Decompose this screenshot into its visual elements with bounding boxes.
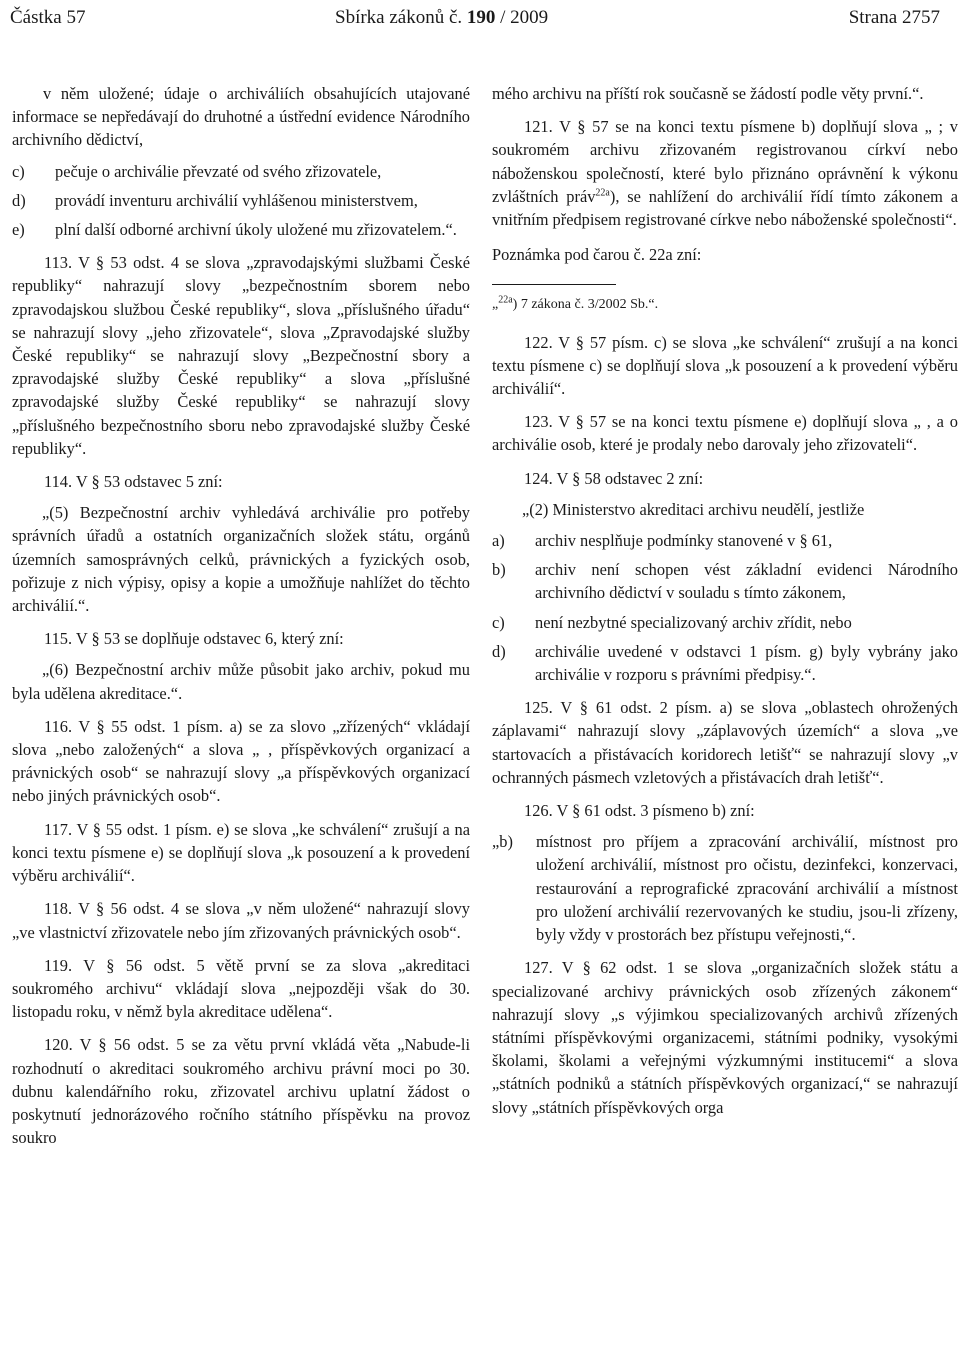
item-text: archiv nesplňuje podmínky stanovené v § 61,	[535, 531, 833, 551]
item-text: plní další odborné archivní úkoly uložené mu zřizovatelem.“.	[55, 220, 457, 240]
paragraph-113: 113. V § 53 odst. 4 se slova „zpravodajskými službami České republiky“ nahrazují slovy „bezpečnostním sborem nebo zpravodajskou službou České republiky“, slova „příslušného úřadu“ se nahrazují slovy „jeho zřizovatele“, slova „Zpravodajské služby České republiky“ se nahrazují slovy „Bezpečnostní sbory a zpravodajské služby České republiky“ a slova „příslušné zpravodajské služby České republiky“ se nahrazují slovy „příslušného bezpečnostního sboru nebo zpravodajské služby České republiky“.	[12, 253, 470, 458]
list-item-a	[492, 529, 958, 552]
footnote-text: ) 7 zákona č. 3/2002 Sb.“.	[512, 297, 659, 313]
left-column	[12, 82, 470, 1157]
item-text: archiválie uvedené v odstavci 1 písm. g) byly vybrány jako archiválie v rozporu s právními předpisy.“.	[535, 641, 958, 685]
footnote-mark: 22a	[498, 294, 513, 306]
list-item-d	[12, 189, 470, 212]
list-item-e	[12, 218, 470, 241]
item-label: e)	[12, 220, 25, 240]
p121-text-a: 121. V § 57 se na konci textu písmene b) doplňují slova „ ; v soukromém archivu zřizovaném registrovanou církví nebo náboženskou společností, které bylo přiznáno oprávnění k výkonu zvláštních práv	[492, 117, 958, 206]
item-label: a)	[492, 531, 505, 551]
item-label: d)	[492, 641, 506, 661]
footnote-divider	[492, 284, 616, 285]
item-label: „b)	[492, 832, 513, 852]
list-item-c	[492, 611, 958, 634]
list-item-b	[492, 558, 958, 604]
list-item-c	[12, 160, 470, 183]
list-item-b-new	[492, 830, 958, 946]
collection-label: Sbírka zákonů č.	[335, 7, 467, 28]
paragraph-124-intro: „(2) Ministerstvo akreditaci archivu neudělí, jestliže	[522, 499, 865, 519]
paragraph-115-text: „(6) Bezpečnostní archiv může působit jako archiv, pokud mu byla udělena akreditace.“.	[12, 660, 470, 703]
paragraph-126: 126. V § 61 odst. 3 písmeno b) zní:	[524, 801, 755, 821]
paragraph-122: 122. V § 57 písm. c) se slova „ke schválení“ zrušují a na konci textu písmene c) se doplňují slova „k posouzení a k provedení výběru archiválií“.	[492, 332, 958, 399]
item-text: místnost pro příjem a zpracování archiválií, místnost pro uložení archiválií, místnost pro očistu, dezinfekci, konzervaci, restaurování a reprografické zpracování archiválií a místnost pro uložení archiválií rezervovaných ke studiu, jsou-li zřízeny, byly vždy v prostorách bez přístupu veřejnosti,“.	[536, 832, 958, 945]
footnote-heading: Poznámka pod čarou č. 22a zní:	[492, 245, 702, 265]
paragraph-114-text: „(5) Bezpečnostní archiv vyhledává archiválie pro potřeby správních úřadů a ostatních organizačních složek státu, orgánů územních samosprávných celků, právnických a fyzických osob, pořizuje z nich výpisy, opisy a kopie a umožňuje nahlížet do těchto archiválií.“.	[12, 503, 470, 616]
law-year: / 2009	[495, 7, 549, 28]
item-text: archiv není schopen vést základní evidenci Národního archivního dědictví v souladu s tímto zákonem,	[535, 560, 958, 603]
item-text: není nezbytné specializovaný archiv zřídit, nebo	[535, 612, 852, 632]
paragraph-119: 119. V § 56 odst. 5 větě první se za slova „akreditaci soukromého archivu“ vkládají slova „nejpozději však do 30. listopadu roku, v němž byla akreditace udělena“.	[12, 955, 470, 1022]
continued-paragraph: v něm uložené; údaje o archiváliích obsahujících utajované informace se nepředávají do druhotné a ústřední evidence Národního archivního dědictví,	[12, 84, 470, 150]
item-label: c)	[12, 161, 25, 181]
collection-title	[335, 4, 548, 32]
page-header	[10, 4, 940, 32]
footnote-open-quote: „	[492, 297, 499, 313]
paragraph-127: 127. V § 62 odst. 1 se slova „organizačních složek státu a specializované archivy právnických osob zřízených zákonem“ nahrazují slovy „s výjimkou specializovaných archivů zřízených státními příspěvkovými organizacemi, státními podniky, vysokými školami, školami a veřejnými výzkumnými institucemi“ a slova „státních podniků a státních příspěvkových organizací,“ se nahrazují slovy „státních příspěvkových orga	[492, 958, 958, 1117]
paragraph-115: 115. V § 53 se doplňuje odstavec 6, který zní:	[44, 629, 344, 649]
paragraph-120: 120. V § 56 odst. 5 se za větu první vkládá věta „Nabude-li rozhodnutí o akreditaci soukromého archivu právní moci po 30. dubnu kalendářního roku, zřizovatel archivu uplatní žádost o poskytnutí jednorázového ročního státního příspěvku na provoz soukro	[12, 1035, 470, 1148]
item-text: pečuje o archiválie převzaté od svého zřizovatele,	[55, 161, 382, 181]
right-column	[492, 82, 958, 1127]
paragraph-124: 124. V § 58 odstavec 2 zní:	[524, 468, 704, 488]
paragraph-116: 116. V § 55 odst. 1 písm. a) se za slovo „zřízených“ vkládají slova „nebo založených“ a slova „ , příspěvkových organizací a právnických osob“ se nahrazují slovy „a příspěvkových organizací nebo jiných právnických osob“.	[12, 716, 470, 806]
item-label: c)	[492, 612, 505, 632]
item-label: d)	[12, 190, 26, 210]
item-label: b)	[492, 560, 506, 580]
issue-part: Částka 57	[10, 7, 86, 28]
law-number: 190	[466, 7, 496, 28]
paragraph-125: 125. V § 61 odst. 2 písm. a) se slova „oblastech ohrožených záplavami“ nahrazují slovy „záplavových územích“ a slova „ve startovacích a přistávacích koridorech letišť“ se nahrazují slovy „v ochranných pásmech vzletových a přistávacích drah letišť“.	[492, 698, 958, 787]
paragraph-118: 118. V § 56 odst. 4 se slova „v něm uložené“ nahrazují slovy „ve vlastnictví zřizovatele nebo jím zřizovaných právnických osob“.	[12, 899, 470, 942]
paragraph-121	[492, 115, 958, 231]
footnote	[492, 293, 958, 316]
p121-text-b: ), se nahlížení do archiválií řídí tímto zákonem a vnitřním předpisem registrované církve nebo náboženské společnosti“.	[492, 186, 958, 230]
item-text: provádí inventuru archiválií vyhlášenou ministerstvem,	[55, 190, 418, 210]
continued-paragraph: mého archivu na příští rok současně se žádostí podle věty první.“.	[492, 84, 924, 103]
paragraph-123: 123. V § 57 se na konci textu písmene e) doplňují slova „ , a o archiválie osob, které je prodaly nebo darovaly jeho zřizovateli“.	[492, 412, 958, 455]
paragraph-117: 117. V § 55 odst. 1 písm. e) se slova „ke schválení“ zrušují a na konci textu písmene e) se doplňují slova „k posouzení a k provedení výběru archiválií“.	[12, 819, 470, 886]
paragraph-114: 114. V § 53 odstavec 5 zní:	[44, 472, 223, 492]
footnote-ref: 22a	[595, 187, 610, 199]
list-item-d	[492, 640, 958, 686]
page-number: Strana 2757	[848, 7, 940, 28]
